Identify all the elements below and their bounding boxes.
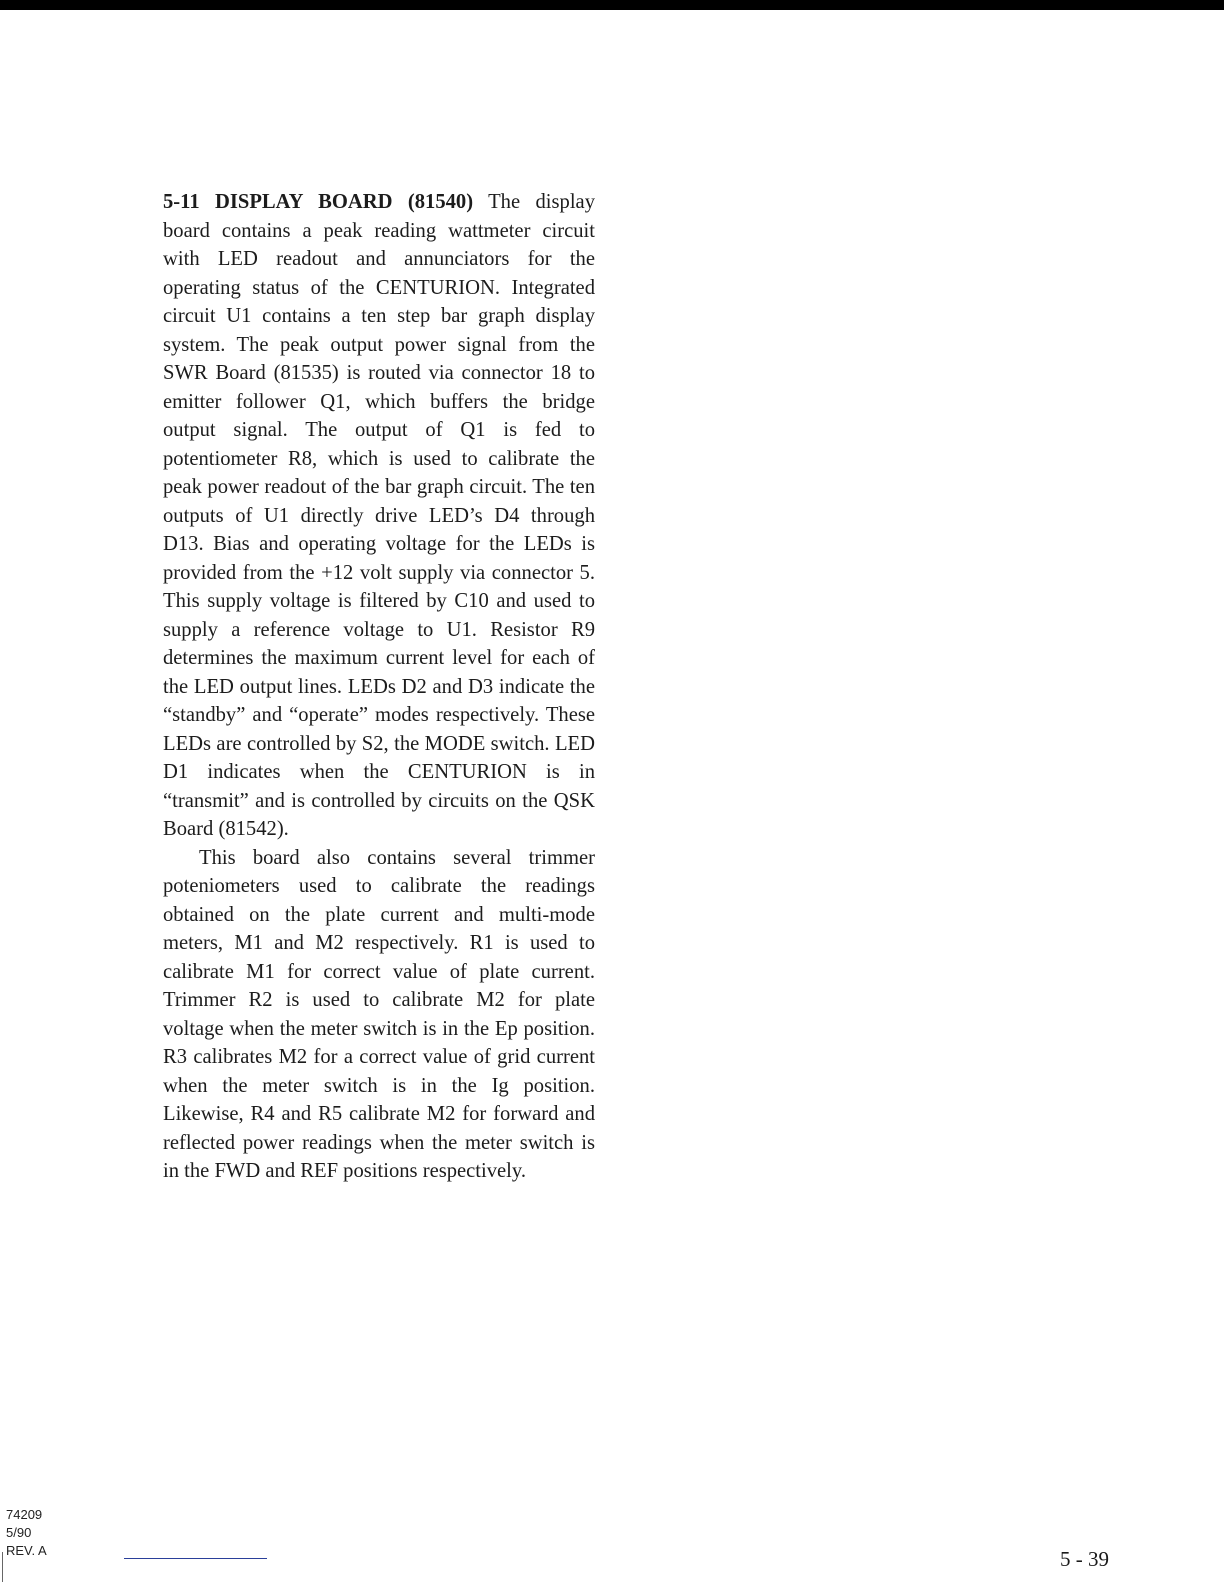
page-top-border [0, 0, 1224, 10]
footer-rule [124, 1558, 267, 1559]
document-date: 5/90 [6, 1525, 32, 1540]
section-heading: 5-11 DISPLAY BOARD (81540) [163, 191, 474, 213]
paragraph-trimmer-potentiometers: This board also contains several trimmer poteniometers used to calibrate the readings obtained on the plate current and multi-mode meters, M1 and M2 respectively. R1 is used to calibrate M1 for correct value of plate current. Trimmer R2 is used to calibrate M2 for plate voltage when the meter switch is in the Ep position. R3 calibrates M2 for a correct value of grid current when the meter switch is in the Ig position. Likewise, R4 and R5 calibrate M2 for forward and reflected power readings when the meter switch is in the FWD and REF positions respectively. [163, 846, 595, 1182]
paragraph-1-text: The display board contains a peak reading wattmeter circuit with LED readout and annunciators for the operating status of the CENTURION. Integrated circuit U1 contains a ten step bar graph display system. The peak output power signal from the SWR Board (81535) is routed via connector 18 to emitter follower Q1, which buffers the bridge output signal. The output of Q1 is fed to potentiometer R8, which is used to calibrate the peak power readout of the bar graph circuit. The ten outputs of U1 directly drive LED’s D4 through D13. Bias and operating voltage for the LEDs is provided from the +12 volt supply via connector 5. This supply voltage is filtered by C10 and used to supply a reference voltage to U1. Resistor R9 determines the maximum current level for each of the LED output lines. LEDs D2 and D3 indicate the “standby” and “operate” modes respectively. These LEDs are controlled by S2, the MODE switch. LED D1 indicates when the CENTURION is in “transmit” and is controlled by circuits on the QSK Board (81542). [163, 191, 595, 840]
document-info [6, 1506, 47, 1560]
paragraph-display-board [163, 188, 595, 844]
document-revision: REV. A [6, 1543, 47, 1558]
body-text-column [163, 188, 595, 1186]
document-number: 74209 [6, 1507, 43, 1522]
page-number: 5 - 39 [1060, 1547, 1109, 1571]
left-margin-mark [2, 1552, 3, 1582]
